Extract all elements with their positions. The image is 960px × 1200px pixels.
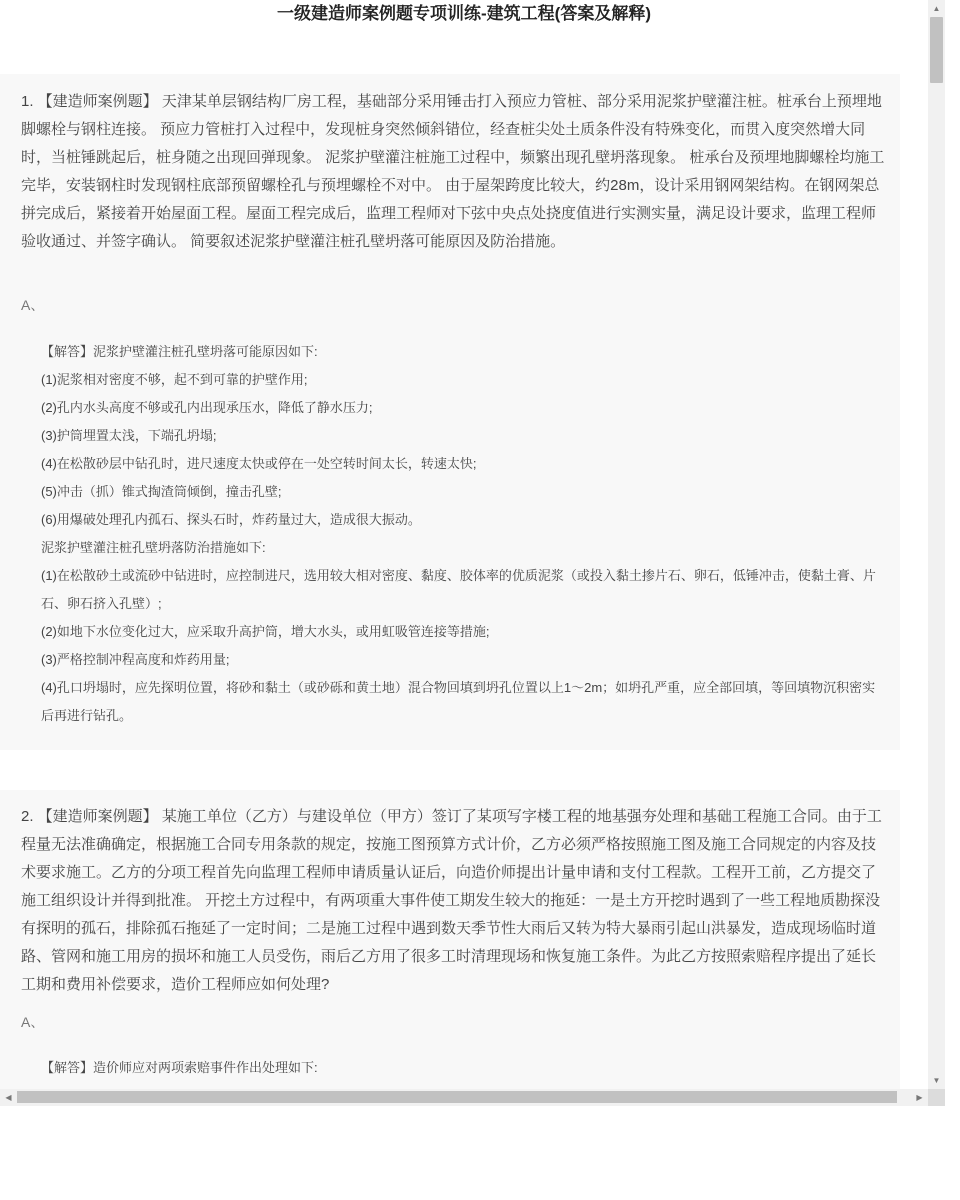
answer-explanation — [41, 1054, 881, 1082]
scroll-up-arrow-icon[interactable]: ▲ — [932, 4, 941, 13]
question-card-1 — [0, 74, 900, 750]
answer-option[interactable]: A、 — [21, 1014, 45, 1030]
answer-line: (4)孔口坍塌时，应先探明位置，将砂和黏土（或砂砾和黄土地）混合物回填到坍孔位置以上1～2m；如坍孔严重，应全部回填，等回填物沉积密实后再进行钻孔。 — [41, 680, 876, 723]
scroll-down-arrow-icon[interactable]: ▼ — [932, 1076, 941, 1085]
answer-explanation — [41, 338, 881, 730]
answer-line: (1)泥浆相对密度不够，起不到可靠的护壁作用; — [41, 372, 308, 387]
answer-line: (3)严格控制冲程高度和炸药用量; — [41, 652, 230, 667]
horizontal-scrollbar[interactable] — [0, 1089, 928, 1106]
answer-line: (5)冲击（抓）锥式掏渣筒倾倒，撞击孔壁; — [41, 484, 282, 499]
scroll-right-arrow-icon[interactable]: ▶ — [916, 1093, 923, 1102]
question-card-2 — [0, 790, 900, 1089]
answer-line: (2)孔内水头高度不够或孔内出现承压水，降低了静水压力; — [41, 400, 373, 415]
answer-line: (6)用爆破处理孔内孤石、探头石时，炸药量过大，造成很大振动。 — [41, 512, 421, 527]
answer-line: (4)在松散砂层中钻孔时，进尺速度太快或停在一处空转时间太长，转速太快; — [41, 456, 477, 471]
answer-line: 泥浆护壁灌注桩孔壁坍落防治措施如下: — [41, 540, 266, 555]
horizontal-scroll-thumb[interactable] — [17, 1091, 897, 1103]
answer-option[interactable]: A、 — [21, 297, 45, 313]
scroll-left-arrow-icon[interactable]: ◀ — [5, 1093, 12, 1102]
vertical-scrollbar[interactable] — [928, 0, 945, 1089]
vertical-scroll-thumb[interactable] — [930, 17, 943, 83]
scrollbar-corner — [928, 1089, 945, 1106]
page-title: 一级建造师案例题专项训练-建筑工程(答案及解释) — [277, 4, 651, 23]
question-text: 1. 【建造师案例题】 天津某单层钢结构厂房工程，基础部分采用锤击打入预应力管桩、部分采用泥浆护壁灌注桩。桩承台上预埋地脚螺栓与钢柱连接。 预应力管桩打入过程中，发现桩身突然倾斜错位，经查桩尖处土质条件没有特殊变化，而贯入度突然增大同时，当桩锤跳起后，桩身随之出现回弹现象。 泥浆护壁灌注桩施工过程中，频繁出现孔壁坍落现象。 桩承台及预埋地脚螺栓均施工完毕，安装钢柱时发现钢柱底部预留螺栓孔与预埋螺栓不对中。 由于屋架跨度比较大，约28m，设计采用钢网架结构。在钢网架总拼完成后，紧接着开始屋面工程。屋面工程完成后，监理工程师对下弦中央点处挠度值进行实测实量，满足设计要求，监理工程师验收通过、并签字确认。 简要叙述泥浆护壁灌注桩孔壁坍落可能原因及防治措施。 — [21, 93, 885, 250]
answer-line: (2)如地下水位变化过大，应采取升高护筒，增大水头，或用虹吸管连接等措施; — [41, 624, 490, 639]
answer-line: 【解答】造价师应对两项索赔事件作出处理如下: — [41, 1060, 318, 1075]
answer-line: (3)护筒埋置太浅，下端孔坍塌; — [41, 428, 217, 443]
answer-line: 【解答】泥浆护壁灌注桩孔壁坍落可能原因如下: — [41, 344, 318, 359]
question-text: 2. 【建造师案例题】 某施工单位（乙方）与建设单位（甲方）签订了某项写字楼工程的地基强夯处理和基础工程施工合同。由于工程量无法准确确定，根据施工合同专用条款的规定，按施工图预算方式计价，乙方必须严格按照施工图及施工合同规定的内容及技术要求施工。乙方的分项工程首先向监理工程师申请质量认证后，向造价师提出计量申请和支付工程款。工程开工前，乙方提交了施工组织设计并得到批准。 开挖土方过程中，有两项重大事件使工期发生较大的拖延：一是土方开挖时遇到了一些工程地质勘探没有探明的孤石，排除孤石拖延了一定时间；二是施工过程中遇到数天季节性大雨后又转为特大暴雨引起山洪暴发，造成现场临时道路、管网和施工用房的损坏和施工人员受伤，雨后乙方用了很多工时清理现场和恢复施工条件。为此乙方按照索赔程序提出了延长工期和费用补偿要求，造价工程师应如何处理? — [21, 808, 882, 993]
answer-line: (1)在松散砂土或流砂中钻进时，应控制进尺，选用较大相对密度、黏度、胶体率的优质泥浆（或投入黏土掺片石、卵石，低锤冲击，使黏土膏、片石、卵石挤入孔壁）; — [41, 568, 876, 611]
